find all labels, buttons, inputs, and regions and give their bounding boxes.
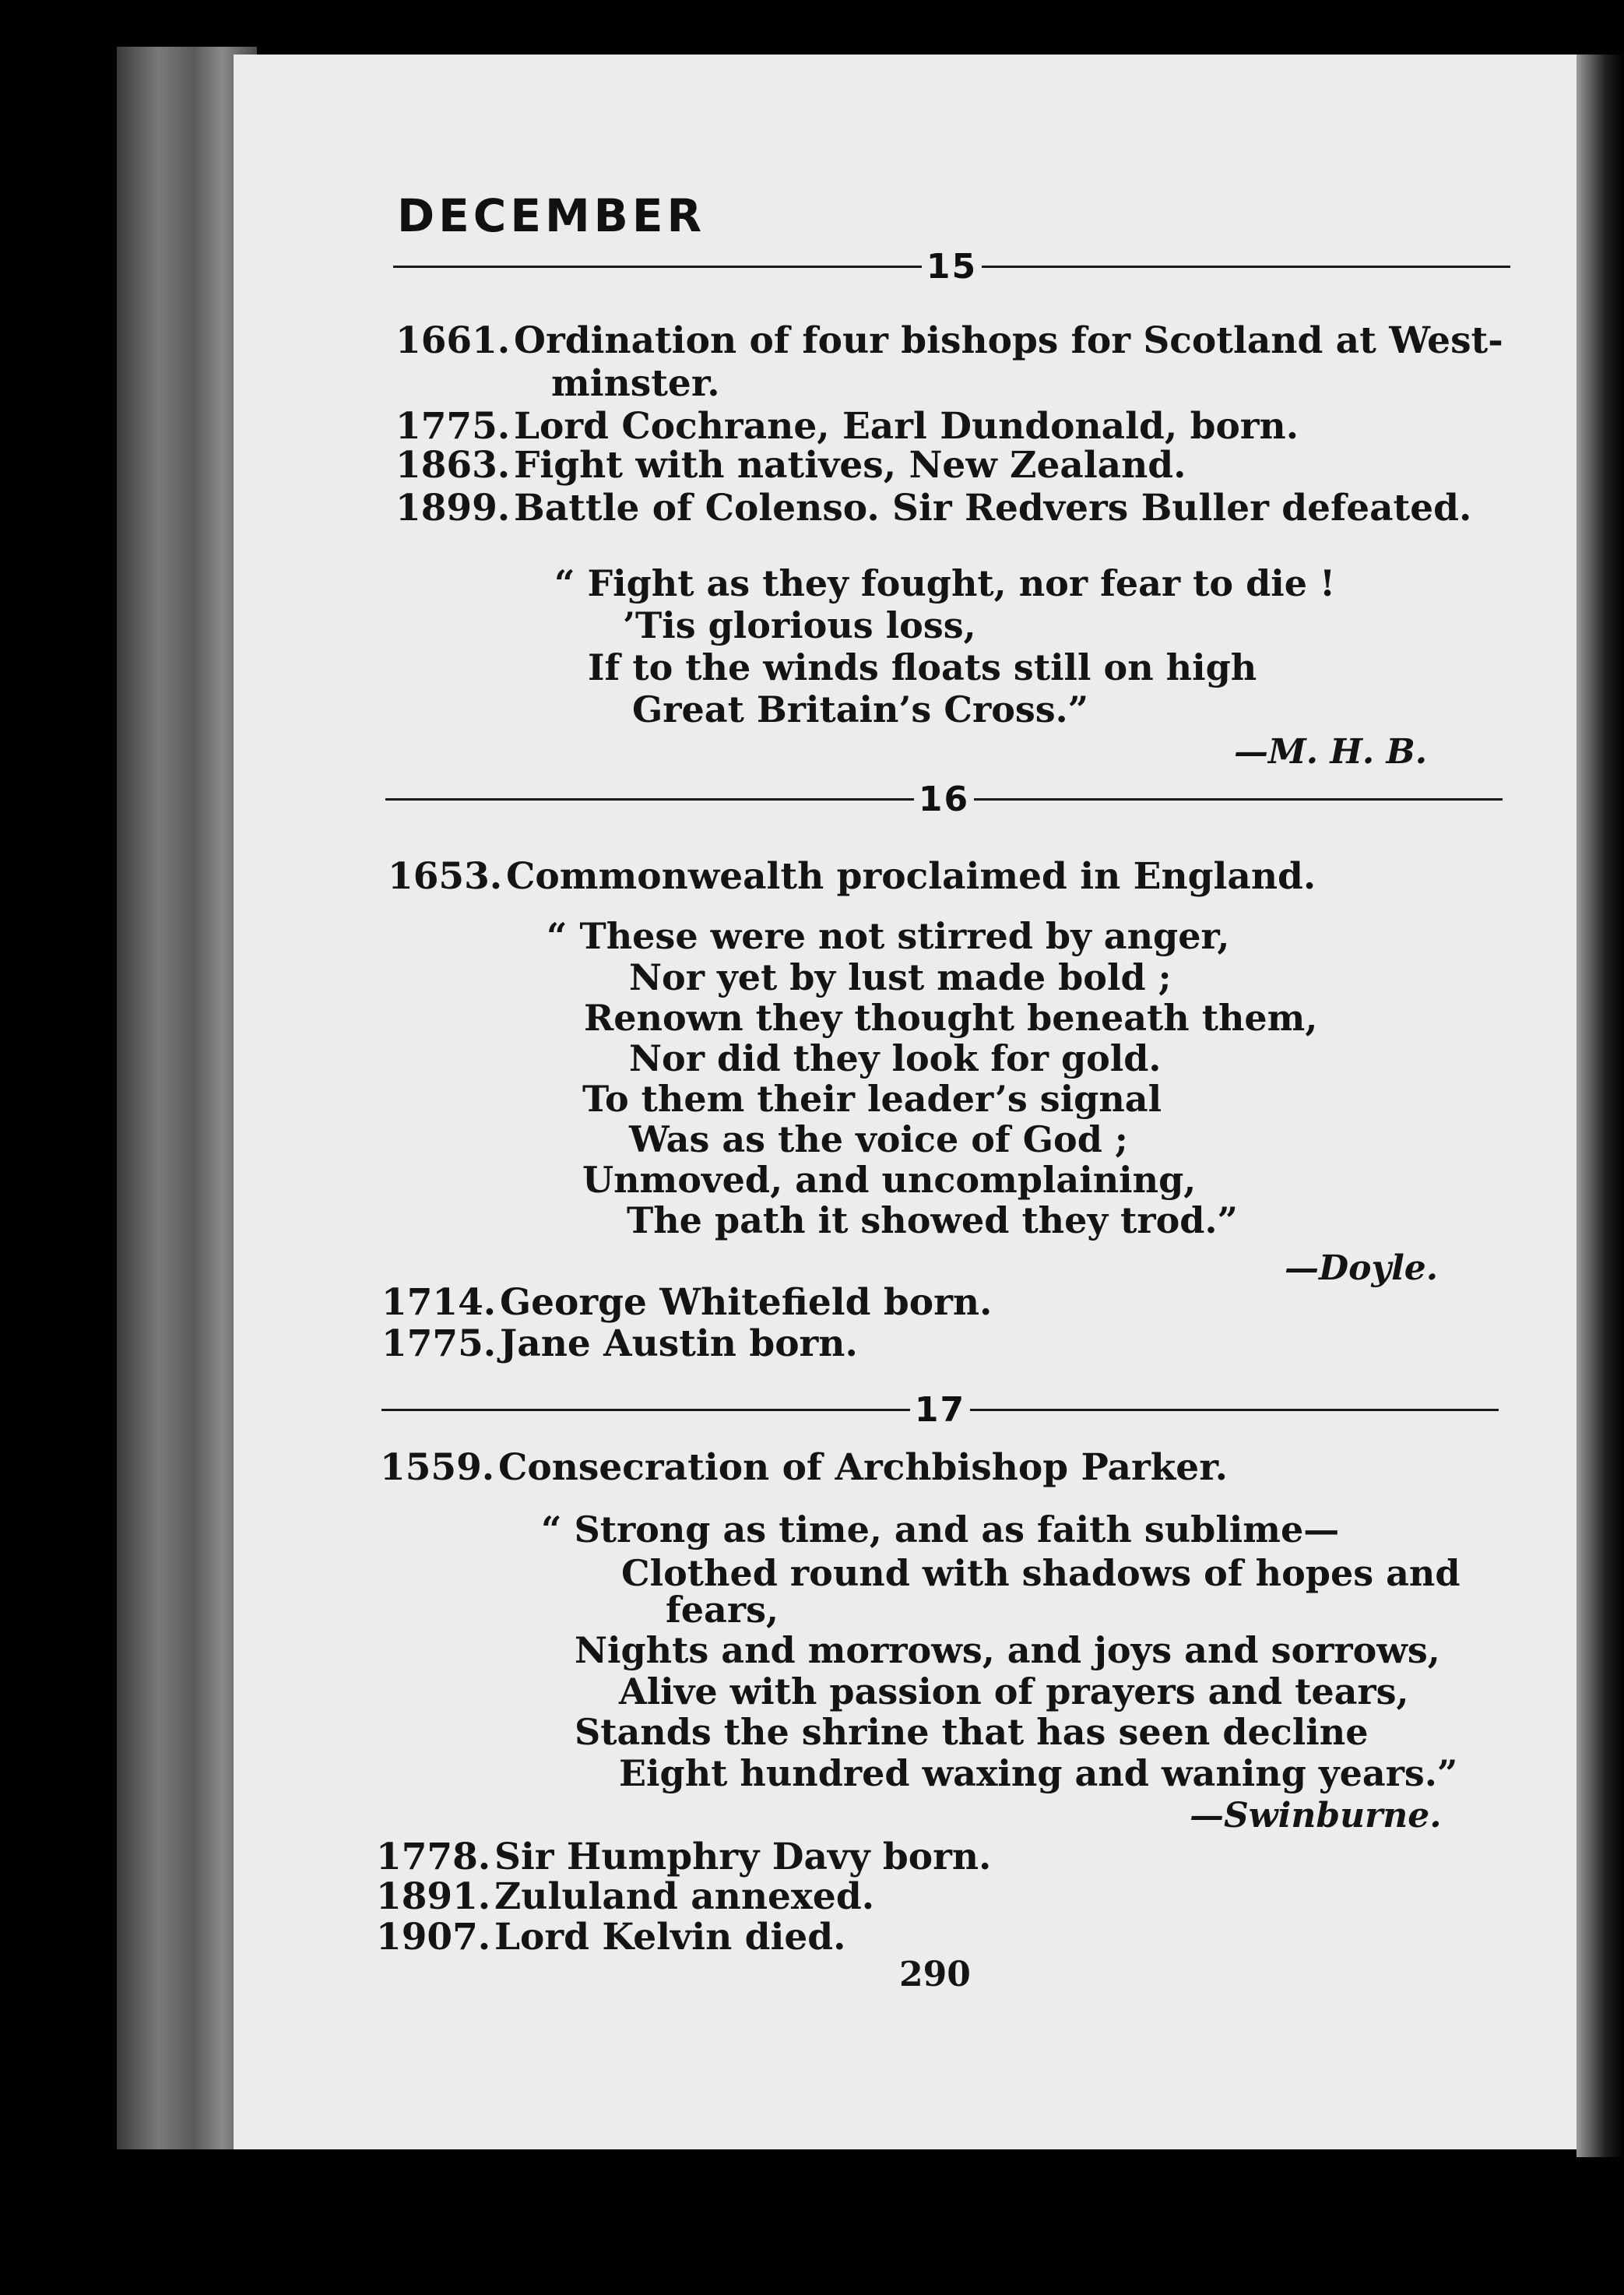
history-entry: 1775. Lord Cochrane, Earl Dundonald, born.	[395, 405, 1299, 448]
verse-line: Alive with passion of prayers and tears,	[619, 1670, 1409, 1712]
history-entry: 1778. Sir Humphry Davy born.	[376, 1836, 992, 1878]
verse-line: Great Britain’s Cross.”	[632, 688, 1089, 730]
verse-line: fears,	[666, 1589, 779, 1631]
day-number: 16	[918, 779, 970, 819]
verse-line: Nights and morrows, and joys and sorrows,	[575, 1629, 1440, 1671]
verse-attribution: —Swinburne.	[1190, 1796, 1442, 1836]
verse-line: Nor yet by lust made bold ;	[629, 956, 1172, 998]
history-entry: 1714. George Whitefield born.	[381, 1281, 993, 1324]
book-gutter-shadow	[1577, 55, 1624, 2157]
history-entry: 1775. Jane Austin born.	[381, 1322, 858, 1365]
history-entry: 1661. Ordination of four bishops for Scotland at West-	[395, 319, 1503, 362]
verse-line: Renown they thought beneath them,	[584, 997, 1318, 1039]
history-entry: 1863. Fight with natives, New Zealand.	[395, 444, 1186, 487]
verse-line: Stands the shrine that has seen decline	[575, 1711, 1369, 1753]
verse-attribution: —M. H. B.	[1234, 732, 1428, 772]
verse-line: If to the winds floats still on high	[588, 646, 1257, 688]
history-entry: 1891. Zululand annexed.	[376, 1875, 875, 1918]
verse-line: “ Fight as they fought, nor fear to die !	[554, 562, 1336, 604]
verse-line: The path it showed they trod.”	[627, 1199, 1238, 1241]
day-number: 15	[926, 246, 978, 287]
verse-line: Was as the voice of God ;	[629, 1118, 1128, 1160]
page-number: 290	[899, 1955, 971, 1994]
verse-line: To them their leader’s signal	[582, 1078, 1162, 1120]
verse-line: Eight hundred waxing and waning years.”	[619, 1752, 1458, 1794]
day-number: 17	[914, 1389, 966, 1430]
day-divider-17	[381, 1386, 1499, 1433]
verse-line: “ Strong as time, and as faith sublime—	[541, 1508, 1340, 1551]
verse-line: “ These were not stirred by anger,	[547, 915, 1230, 957]
day-divider-15	[393, 243, 1510, 290]
history-entry: 1653. Commonwealth proclaimed in England.	[388, 855, 1316, 898]
verse-line: Nor did they look for gold.	[629, 1037, 1162, 1079]
history-entry-continued: minster.	[551, 362, 720, 405]
day-divider-16	[385, 776, 1503, 822]
month-heading: DECEMBER	[397, 189, 706, 242]
verse-line: Clothed round with shadows of hopes and	[621, 1552, 1461, 1594]
history-entry: 1899. Battle of Colenso. Sir Redvers Buller defeated.	[395, 487, 1472, 530]
history-entry: 1907. Lord Kelvin died.	[376, 1916, 846, 1959]
history-entry: 1559. Consecration of Archbishop Parker.	[380, 1446, 1229, 1489]
verse-line: ’Tis glorious loss,	[623, 604, 976, 646]
verse-line: Unmoved, and uncomplaining,	[582, 1159, 1197, 1201]
verse-attribution: —Doyle.	[1285, 1248, 1439, 1288]
